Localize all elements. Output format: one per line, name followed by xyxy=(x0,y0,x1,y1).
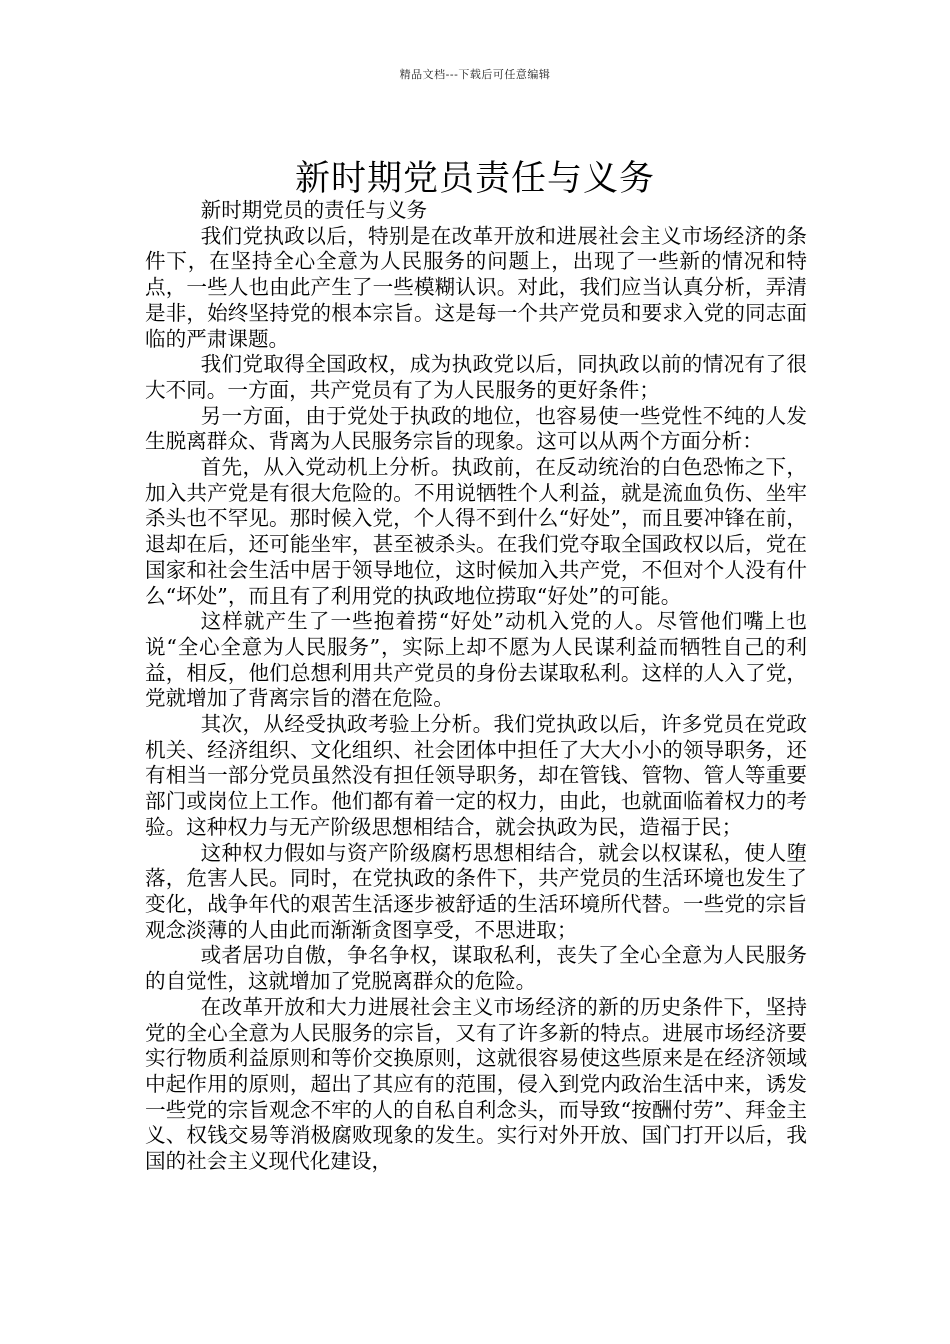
body-paragraph: 我们党取得全国政权，成为执政党以后，同执政以前的情况有了很大不同。一方面，共产党员有了为人民服务的更好条件； xyxy=(145,352,807,402)
body-paragraph: 在改革开放和大力进展社会主义市场经济的新的历史条件下，坚持党的全心全意为人民服务的宗旨，又有了许多新的特点。进展市场经济要实行物质利益原则和等价交换原则，这就很容易使这些原来是在经济领域中起作用的原则，超出了其应有的范围，侵入到党内政治生活中来，诱发一些党的宗旨观念不牢的人的自私自利念头，而导致“按酬付劳”、拜金主义、权钱交易等消极腐败现象的发生。实行对外开放、国门打开以后，我国的社会主义现代化建设， xyxy=(145,994,807,1174)
subtitle-paragraph: 新时期党员的责任与义务 xyxy=(200,198,428,222)
body-paragraph: 其次，从经受执政考验上分析。我们党执政以后，许多党员在党政机关、经济组织、文化组织、社会团体中担任了大大小小的领导职务，还有相当一部分党员虽然没有担任领导职务，却在管钱、管物、管人等重要部门或岗位上工作。他们都有着一定的权力，由此，也就面临着权力的考验。这种权力与无产阶级思想相结合，就会执政为民，造福于民； xyxy=(145,712,807,839)
body-paragraph: 这种权力假如与资产阶级腐朽思想相结合，就会以权谋私，使人堕落，危害人民。同时，在党执政的条件下，共产党员的生活环境也发生了变化，战争年代的艰苦生活逐步被舒适的生活环境所代替。一些党的宗旨观念淡薄的人由此而渐渐贪图享受，不思进取； xyxy=(145,840,807,942)
document-body xyxy=(145,198,807,1175)
header-note: 精品文档---下载后可任意编辑 xyxy=(399,68,551,81)
body-paragraph: 或者居功自傲，争名争权，谋取私利，丧失了全心全意为人民服务的自觉性，这就增加了党脱离群众的危险。 xyxy=(145,943,807,994)
body-paragraph: 首先，从入党动机上分析。执政前，在反动统治的白色恐怖之下，加入共产党是有很大危险的。不用说牺牲个人利益，就是流血负伤、坐牢杀头也不罕见。那时候入党，个人得不到什么“好处”，而且要冲锋在前，退却在后，还可能坐牢，甚至被杀头。在我们党夺取全国政权以后，党在国家和社会生活中居于领导地位，这时候加入共产党，不但对个人没有什么“坏处”，而且有了利用党的执政地位捞取“好处”的可能。 xyxy=(145,455,807,608)
body-paragraph: 这样就产生了一些抱着捞“好处”动机入党的人。尽管他们嘴上也说“全心全意为人民服务”，实际上却不愿为人民谋利益而牺牲自己的利益，相反，他们总想利用共产党员的身份去谋取私利。这样的人入了党，党就增加了背离宗旨的潜在危险。 xyxy=(145,609,807,711)
body-paragraph: 我们党执政以后，特别是在改革开放和进展社会主义市场经济的条件下，在坚持全心全意为人民服务的问题上，出现了一些新的情况和特点，一些人也由此产生了一些模糊认识。对此，我们应当认真分析，弄清是非，始终坚持党的根本宗旨。这是每一个共产党员和要求入党的同志面临的严肃课题。 xyxy=(145,223,807,351)
body-paragraph: 另一方面，由于党处于执政的地位，也容易使一些党性不纯的人发生脱离群众、背离为人民服务宗旨的现象。这可以从两个方面分析： xyxy=(145,403,807,454)
document-title: 新时期党员责任与义务 xyxy=(294,159,655,200)
